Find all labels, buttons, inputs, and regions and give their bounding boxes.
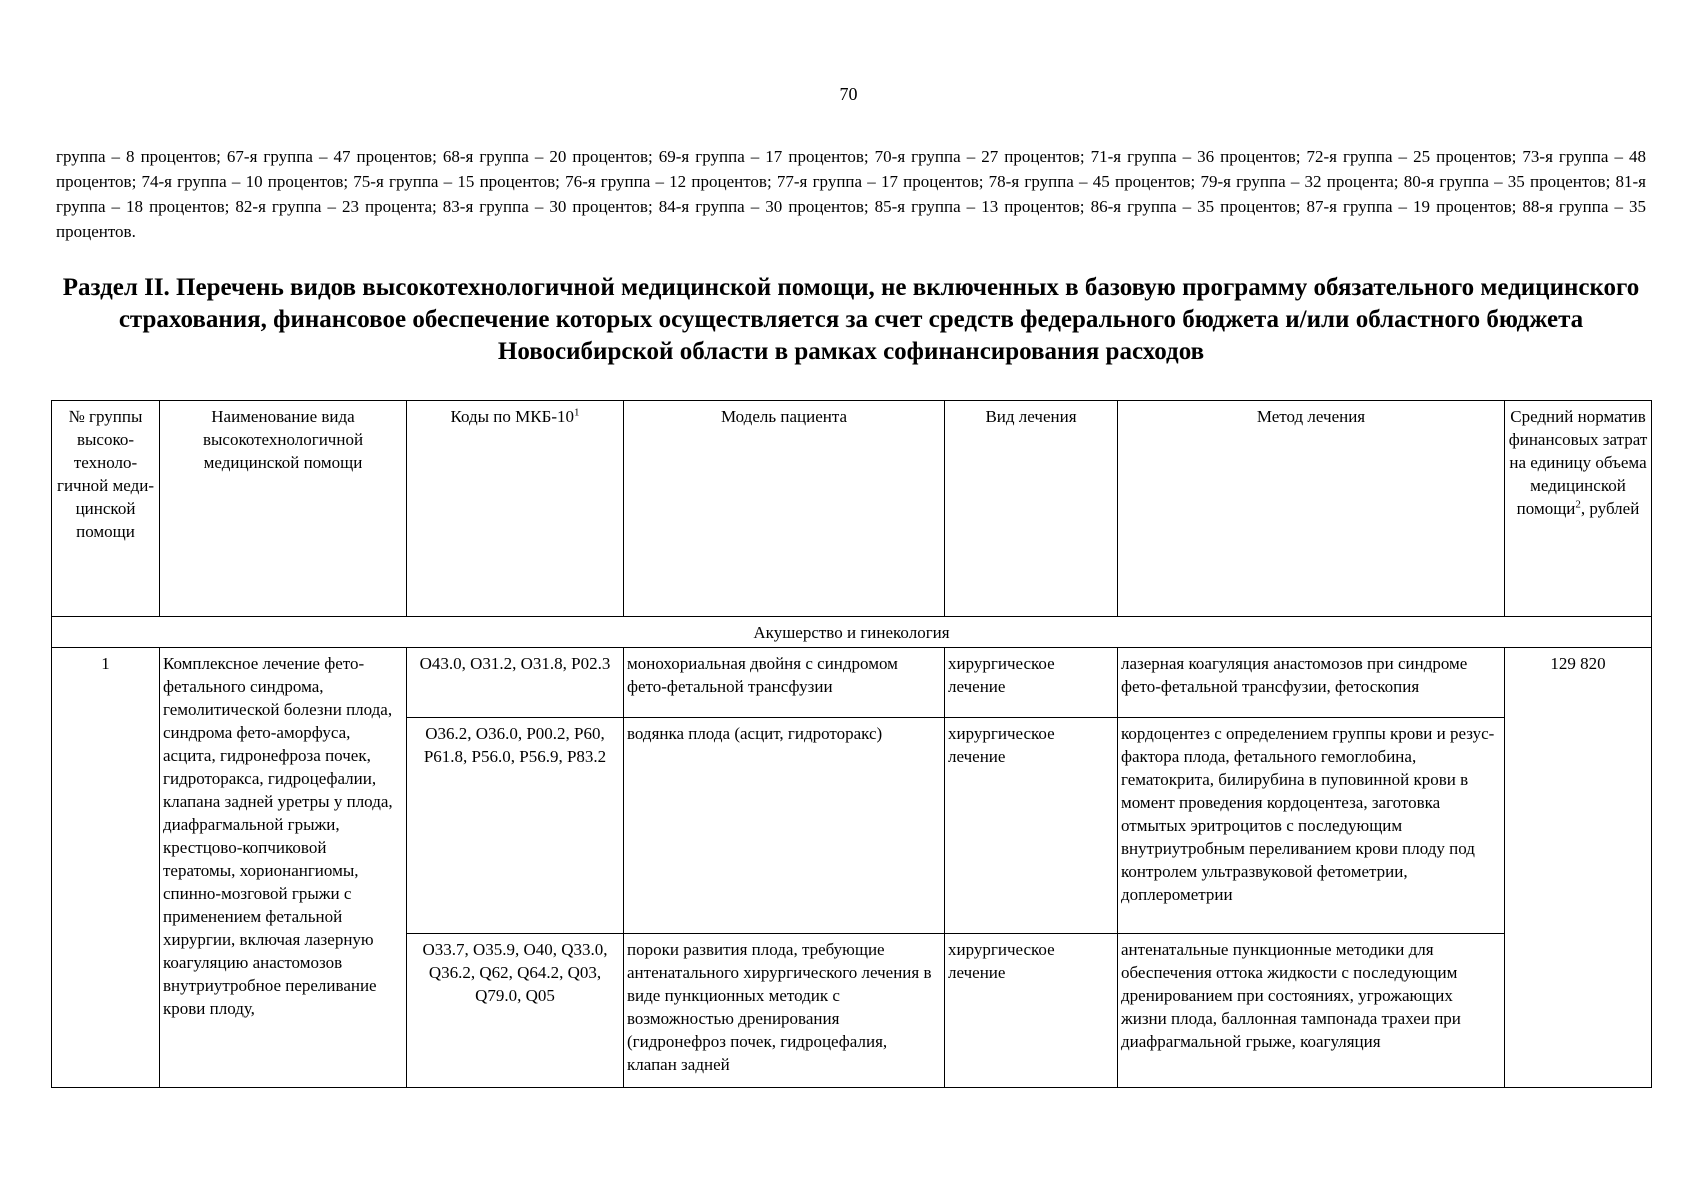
table-row	[52, 648, 1652, 718]
group-name: Комплексное лечение фето-фетального синдрома, гемолитической болезни плода, синдрома фето-аморфуса, асцита, гидронефроза почек, гидроторакса, гидроцефалии, клапана задней уретры у плода, диафрагмальной грыжи, крестцово-копчиковой тератомы, хорионангиомы, спинно-мозговой грыжи с применением фетальной хирургии, включая лазерную коагуляцию анастомозов внутриутробное переливание крови плоду,	[160, 648, 407, 1088]
section-label: Акушерство и гинекология	[52, 617, 1652, 648]
header-cost-text: Средний норматив финансовых затрат на единицу объема медицинской помощи	[1508, 407, 1648, 518]
row-treatment-type: хирургическое лечение	[945, 648, 1118, 718]
row-method: лазерная коагуляция анастомозов при синдроме фето-фетальной трансфузии, фетоскопия	[1118, 648, 1505, 718]
row-method: антенатальные пункционные методики для обеспечения оттока жидкости с последующим дренированием при состояниях, угрожающих жизни плода, баллонная тампонада трахеи при диафрагмальной грыже, коагуляция	[1118, 934, 1505, 1088]
page-number: 70	[839, 84, 858, 104]
header-codes-text: Коды по МКБ-10	[450, 407, 575, 426]
row-treatment-type: хирургическое лечение	[945, 718, 1118, 934]
header-model: Модель пациента	[624, 401, 945, 617]
header-group-no: № группы высоко-техноло-гичной меди-цинской помощи	[52, 401, 160, 617]
group-cost: 129 820	[1505, 648, 1652, 1088]
row-treatment-type: хирургическое лечение	[945, 934, 1118, 1088]
row-method: кордоцентез с определением группы крови и резус-фактора плода, фетального гемоглобина, гематокрита, билирубина в пуповинной крови в момент проведения кордоцентеза, заготовка отмытых эритроцитов с последующим внутриутробным переливанием крови плоду под контролем ультразвуковой фетометрии, доплерометрии	[1118, 718, 1505, 934]
table-header-row	[52, 401, 1652, 617]
header-method: Метод лечения	[1118, 401, 1505, 617]
header-cost-footnote: 2	[1575, 498, 1581, 511]
section-title: Раздел II. Перечень видов высокотехнологичной медицинской помощи, не включенных в базовую программу обязательного медицинского страхования, финансовое обеспечение которых осуществляется за счет средств федерального бюджета и/или областного бюджета Новосибирской области в рамках софинансирования расходов	[62, 274, 1640, 365]
header-cost-unit: , рублей	[1580, 499, 1640, 518]
row-model: пороки развития плода, требующие антенатального хирургического лечения в виде пункционных методик с возможностью дренирования (гидронефроз почек, гидроцефалия, клапан задней	[624, 934, 945, 1088]
header-name: Наименование вида высокотехнологичной медицинской помощи	[160, 401, 407, 617]
group-number: 1	[52, 648, 160, 1088]
header-codes	[407, 401, 624, 617]
section-row	[52, 617, 1652, 648]
row-codes: O33.7, O35.9, O40, Q33.0, Q36.2, Q62, Q64.2, Q03, Q79.0, Q05	[407, 934, 624, 1088]
header-codes-footnote: 1	[574, 406, 580, 419]
header-treatment-type: Вид лечения	[945, 401, 1118, 617]
vmp-table	[51, 400, 1652, 1088]
intro-paragraph: группа – 8 процентов; 67-я группа – 47 процентов; 68-я группа – 20 процентов; 69-я группа – 17 процентов; 70-я группа – 27 процентов; 71-я группа – 36 процентов; 72-я группа – 25 процентов; 73-я группа – 48 процентов; 74-я группа – 10 процентов; 75-я группа – 15 процентов; 76-я группа – 12 процентов; 77-я группа – 17 процентов; 78-я группа – 45 процентов; 79-я группа – 32 процента; 80-я группа – 35 процентов; 81-я группа – 18 процентов; 82-я группа – 23 процента; 83-я группа – 30 процентов; 84-я группа – 30 процентов; 85-я группа – 13 процентов; 86-я группа – 35 процентов; 87-я группа – 19 процентов; 88-я группа – 35 процентов.	[56, 147, 1646, 241]
row-model: монохориальная двойня с синдромом фето-фетальной трансфузии	[624, 648, 945, 718]
row-codes: O43.0, O31.2, O31.8, P02.3	[407, 648, 624, 718]
row-model: водянка плода (асцит, гидроторакс)	[624, 718, 945, 934]
header-cost	[1505, 401, 1652, 617]
row-codes: O36.2, O36.0, P00.2, P60, P61.8, P56.0, P56.9, P83.2	[407, 718, 624, 934]
